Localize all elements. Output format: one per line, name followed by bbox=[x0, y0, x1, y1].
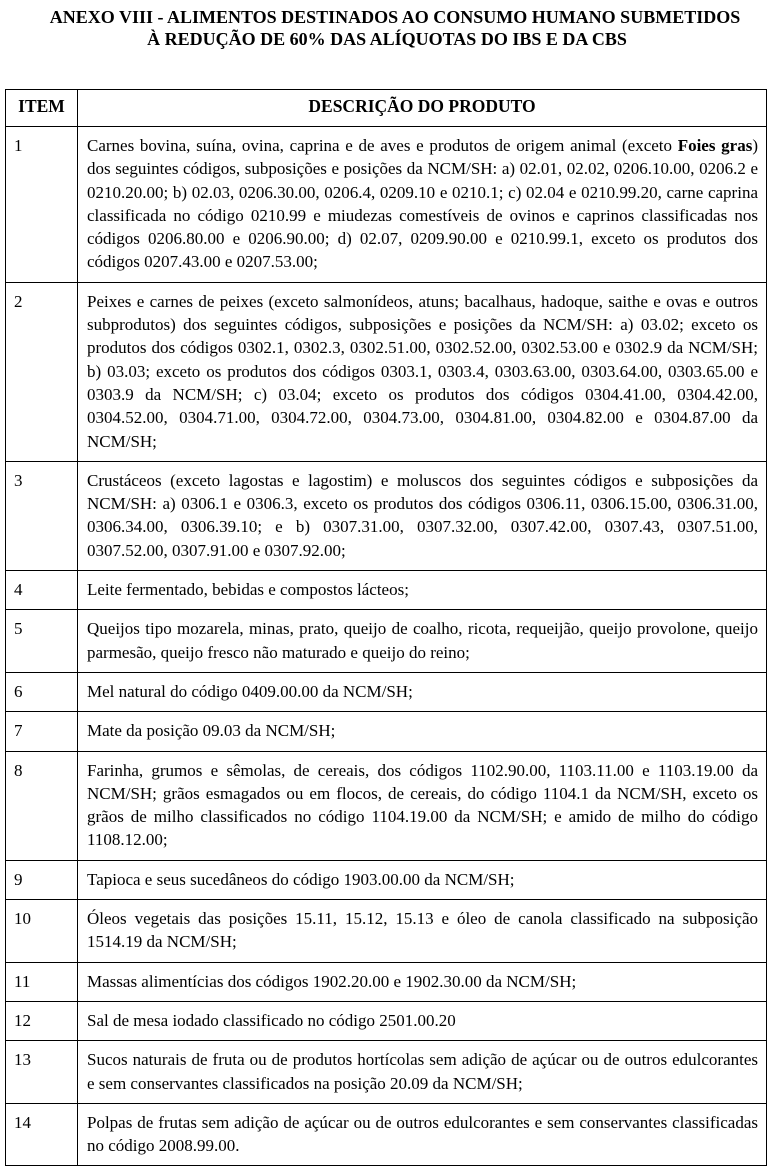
item-number: 5 bbox=[6, 610, 78, 673]
description-bold-text: Foies gras bbox=[677, 136, 753, 155]
product-description: Sucos naturais de fruta ou de produtos hortícolas sem adição de açúcar ou de outros edulcorantes e sem conservantes classificados na posição 20.09 da NCM/SH; bbox=[78, 1041, 767, 1104]
product-description: Massas alimentícias dos códigos 1902.20.00 e 1902.30.00 da NCM/SH; bbox=[78, 962, 767, 1001]
column-header-description: DESCRIÇÃO DO PRODUTO bbox=[78, 90, 767, 127]
product-description: Peixes e carnes de peixes (exceto salmonídeos, atuns; bacalhaus, hadoque, saithe e ovas e outros subprodutos) dos seguintes códigos, subposições e posições da NCM/SH: a) 03.02; exceto os produtos dos códigos 0302.1, 0302.3, 0302.51.00, 0302.52.00, 0302.53.00 e 0302.9 da NCM/SH; b) 03.03; exceto os produtos dos códigos 0303.1, 0303.4, 0303.63.00, 0303.64.00, 0303.65.00 e 0303.9 da NCM/SH; c) 03.04; exceto os produtos dos códigos 0304.41.00, 0304.42.00, 0304.52.00, 0304.71.00, 0304.72.00, 0304.73.00, 0304.81.00, 0304.82.00 e 0304.87.00 da NCM/SH; bbox=[78, 282, 767, 461]
product-description: Tapioca e seus sucedâneos do código 1903.00.00 da NCM/SH; bbox=[78, 860, 767, 899]
product-description: Mate da posição 09.03 da NCM/SH; bbox=[78, 712, 767, 751]
table-header-row bbox=[6, 90, 767, 127]
table-row bbox=[6, 751, 767, 860]
item-number: 1 bbox=[6, 127, 78, 283]
product-description: Queijos tipo mozarela, minas, prato, queijo de coalho, ricota, requeijão, queijo provolone, queijo parmesão, queijo fresco não maturado e queijo do reino; bbox=[78, 610, 767, 673]
table-row bbox=[6, 1001, 767, 1040]
table-row bbox=[6, 127, 767, 283]
document-title-line-1: ANEXO VIII - ALIMENTOS DESTINADOS AO CONSUMO HUMANO SUBMETIDOS bbox=[49, 7, 741, 27]
item-number: 6 bbox=[6, 672, 78, 711]
table-row bbox=[6, 860, 767, 899]
table-row bbox=[6, 712, 767, 751]
item-number: 2 bbox=[6, 282, 78, 461]
table-row bbox=[6, 282, 767, 461]
products-table bbox=[5, 89, 767, 1166]
item-number: 11 bbox=[6, 962, 78, 1001]
item-number: 9 bbox=[6, 860, 78, 899]
product-description: Crustáceos (exceto lagostas e lagostim) e moluscos dos seguintes códigos e subposições da NCM/SH: a) 0306.1 e 0306.3, exceto os produtos dos códigos 0306.11, 0306.15.00, 0306.31.00, 0306.34.00, 0306.39.10; e b) 0307.31.00, 0307.32.00, 0307.42.00, 0307.43, 0307.51.00, 0307.52.00, 0307.91.00 e 0307.92.00; bbox=[78, 461, 767, 570]
description-text: Carnes bovina, suína, ovina, caprina e de aves e produtos de origem animal (exceto bbox=[87, 136, 678, 155]
product-description bbox=[78, 127, 767, 283]
table-row bbox=[6, 571, 767, 610]
product-description: Óleos vegetais das posições 15.11, 15.12, 15.13 e óleo de canola classificado na subposição 1514.19 da NCM/SH; bbox=[78, 900, 767, 963]
table-row bbox=[6, 672, 767, 711]
item-number: 8 bbox=[6, 751, 78, 860]
description-text: ) dos seguintes códigos, subposições e posições da NCM/SH: a) 02.01, 02.02, 0206.10.00, 0206.2 e 0210.20.00; b) 02.03, 0206.30.00, 0206.4, 0209.10 e 0210.1; c) 02.04 e 0210.99.20, carne caprina classificada no código 0210.99 e miudezas comestíveis de ovinos e caprinos classificadas nos códigos 0206.80.00 e 0206.90.00; d) 02.07, 0209.90.00 e 0210.99.1, exceto os produtos dos códigos 0207.43.00 e 0207.53.00; bbox=[87, 136, 758, 272]
item-number: 4 bbox=[6, 571, 78, 610]
table-row bbox=[6, 610, 767, 673]
table-row bbox=[6, 900, 767, 963]
product-description: Sal de mesa iodado classificado no código 2501.00.20 bbox=[78, 1001, 767, 1040]
item-number: 14 bbox=[6, 1103, 78, 1166]
item-number: 12 bbox=[6, 1001, 78, 1040]
document-title-line-2: À REDUÇÃO DE 60% DAS ALÍQUOTAS DO IBS E DA CBS bbox=[147, 29, 627, 49]
item-number: 13 bbox=[6, 1041, 78, 1104]
product-description: Leite fermentado, bebidas e compostos lácteos; bbox=[78, 571, 767, 610]
item-number: 10 bbox=[6, 900, 78, 963]
item-number: 7 bbox=[6, 712, 78, 751]
column-header-item: ITEM bbox=[6, 90, 78, 127]
table-row bbox=[6, 1041, 767, 1104]
document-title bbox=[0, 6, 774, 50]
product-description: Farinha, grumos e sêmolas, de cereais, dos códigos 1102.90.00, 1103.11.00 e 1103.19.00 da NCM/SH; grãos esmagados ou em flocos, de cereais, do código 1104.1 da NCM/SH, exceto os grãos de milho classificados no código 1104.19.00 da NCM/SH; e amido de milho do código 1108.12.00; bbox=[78, 751, 767, 860]
product-description: Mel natural do código 0409.00.00 da NCM/SH; bbox=[78, 672, 767, 711]
item-number: 3 bbox=[6, 461, 78, 570]
product-description: Polpas de frutas sem adição de açúcar ou de outros edulcorantes e sem conservantes classificadas no código 2008.99.00. bbox=[78, 1103, 767, 1166]
table-row bbox=[6, 1103, 767, 1166]
table-row bbox=[6, 962, 767, 1001]
table-row bbox=[6, 461, 767, 570]
